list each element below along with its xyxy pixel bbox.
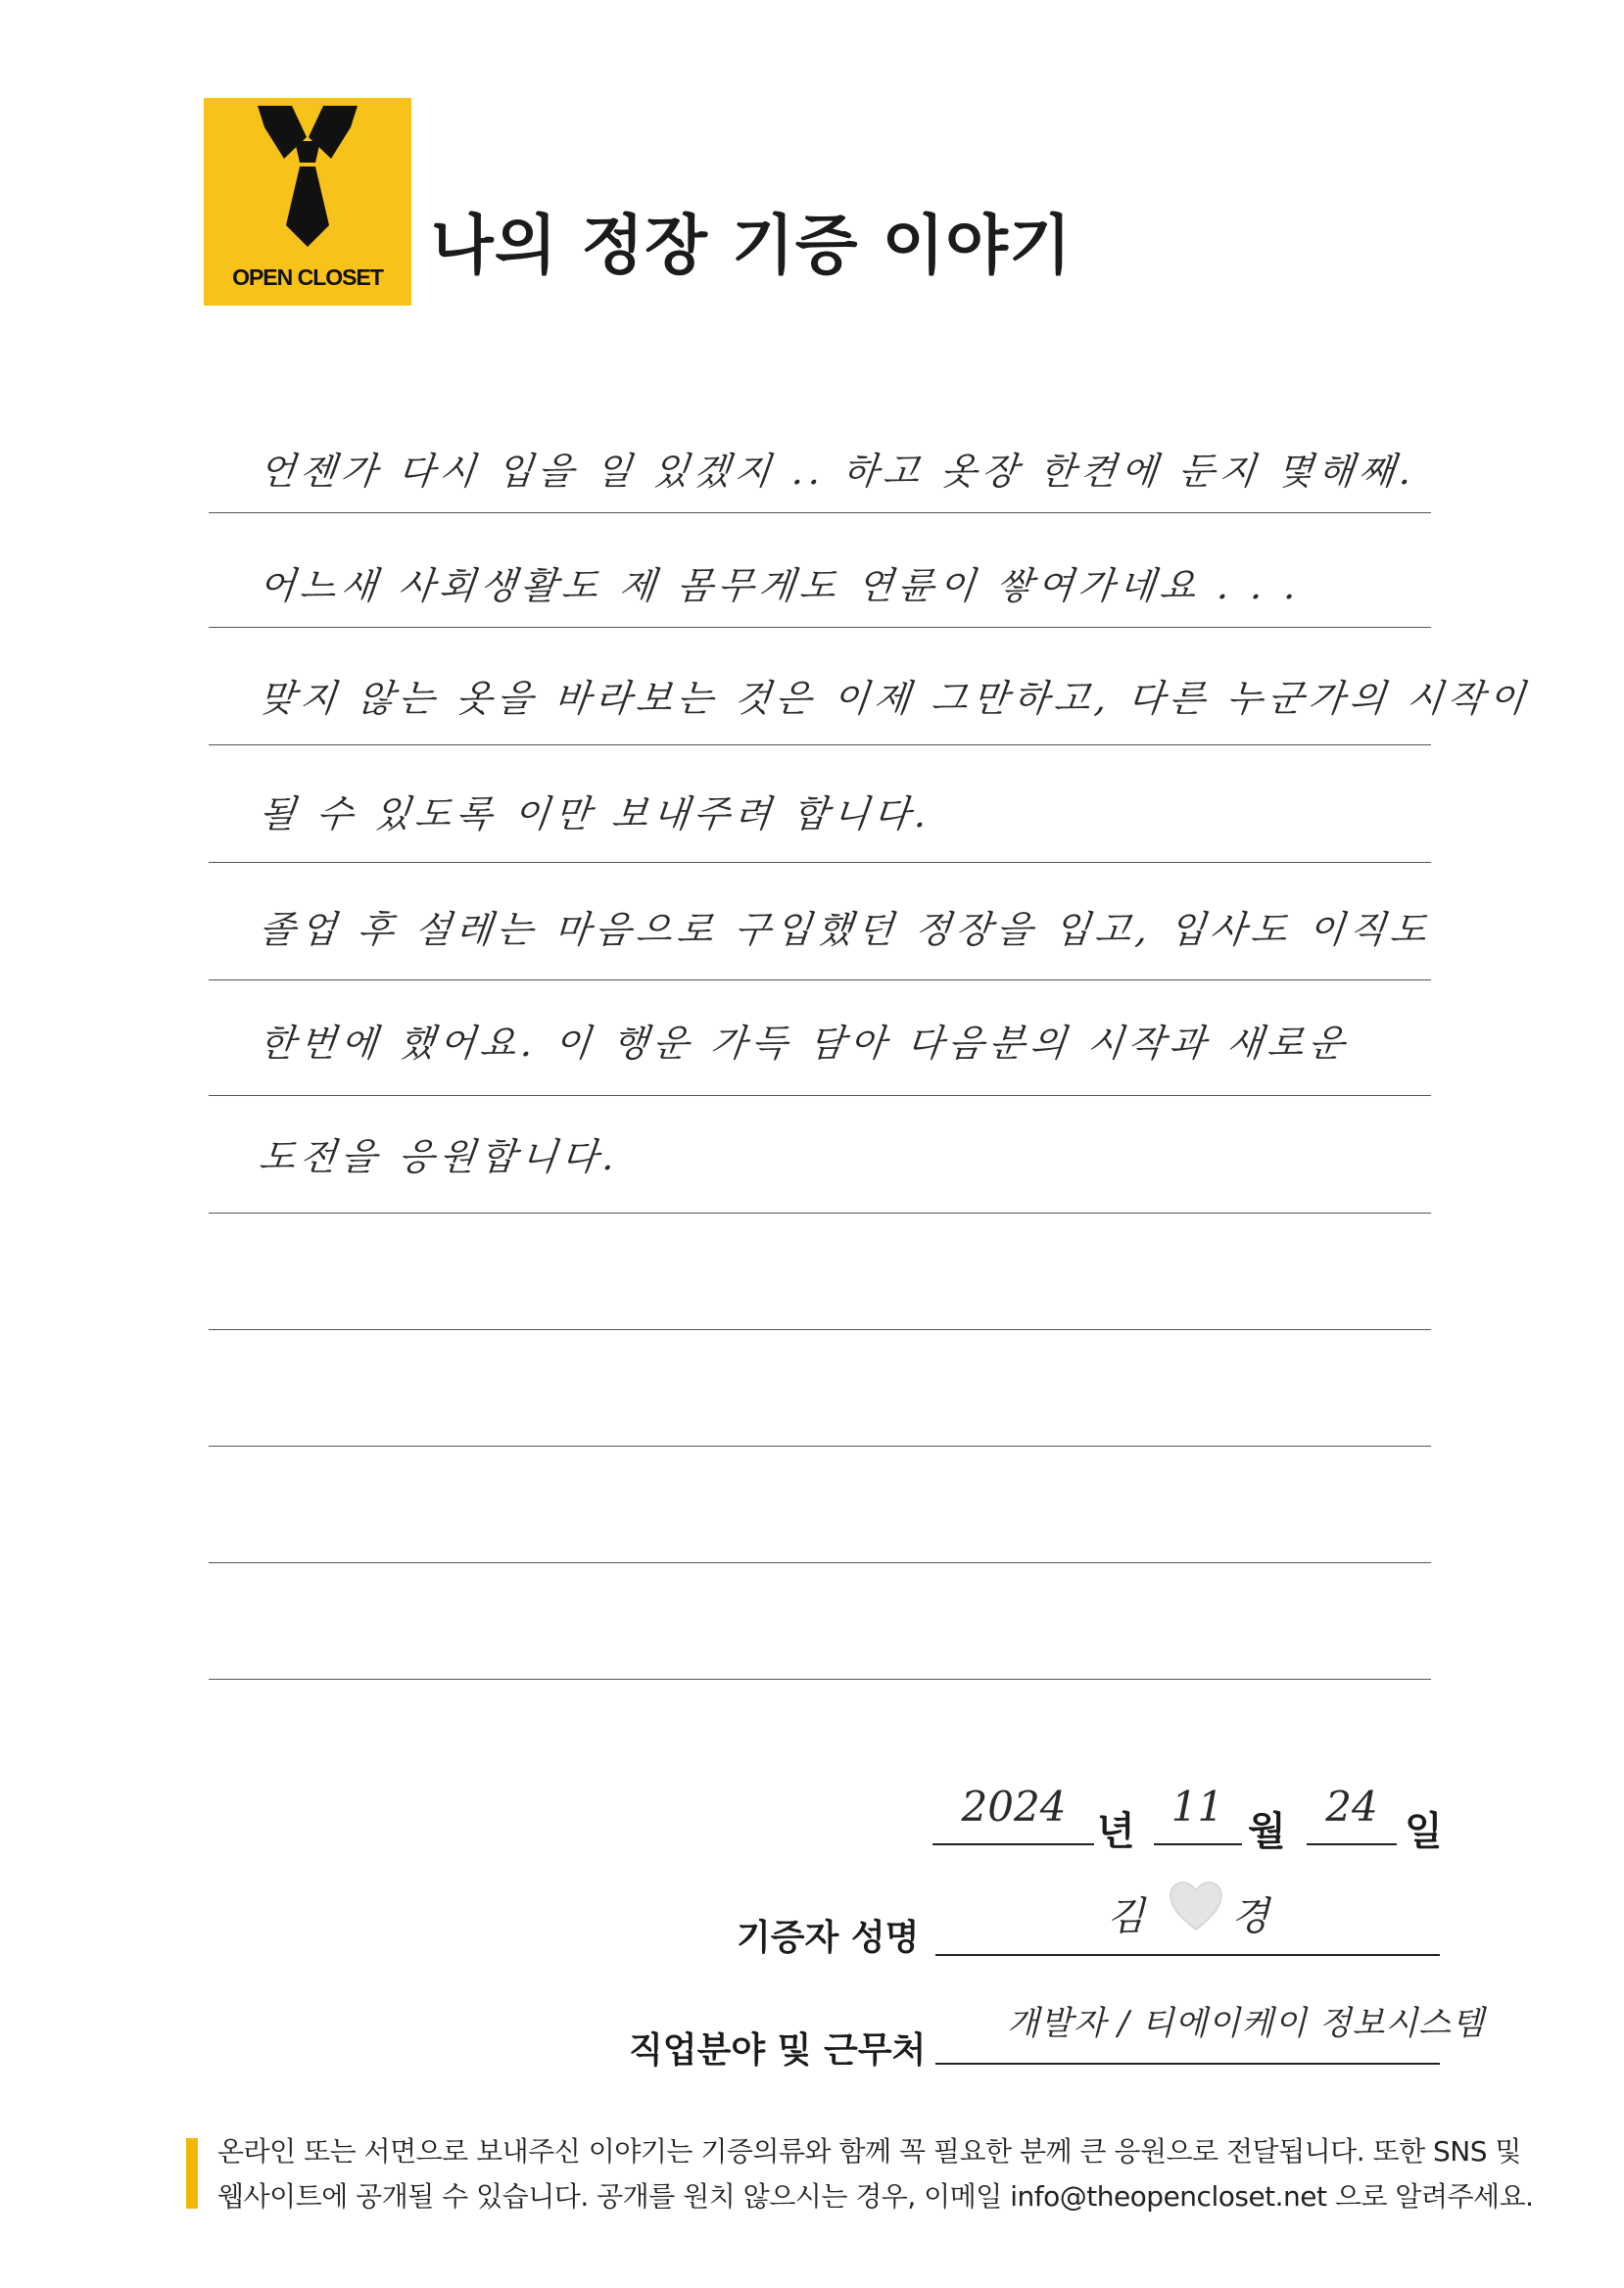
ruled-line — [209, 1562, 1431, 1563]
story-line-4: 될 수 있도록 이만 보내주려 합니다. — [257, 792, 934, 835]
story-line-2: 어느새 사회생활도 제 몸무게도 연륜이 쌓여가네요 . . . — [257, 564, 1304, 607]
ruled-line — [209, 862, 1431, 863]
date-month-line — [1154, 1843, 1242, 1845]
ruled-line — [209, 1329, 1431, 1330]
ruled-line — [209, 744, 1431, 745]
page-title: 나의 정장 기증 이야기 — [431, 208, 1073, 283]
job-field-value: 개발자 / 티에이케이 정보시스템 — [1007, 2004, 1485, 2043]
donor-name-last: 경 — [1231, 1894, 1269, 1939]
ruled-line — [209, 1213, 1431, 1214]
story-line-3: 맞지 않는 옷을 바라보는 것은 이제 그만하고, 다른 누군가의 시작이 — [257, 677, 1532, 720]
donor-name-label: 기증자 성명 — [737, 1918, 920, 1958]
donor-name-first: 김 — [1107, 1894, 1145, 1939]
open-closet-logo — [204, 98, 411, 306]
date-day-line — [1307, 1843, 1397, 1845]
heart-icon — [1169, 1881, 1223, 1931]
date-year-label: 년 — [1097, 1809, 1135, 1854]
ruled-line — [209, 512, 1431, 513]
footer-notice — [217, 2129, 1534, 2219]
donor-name-line — [935, 1954, 1440, 1956]
story-line-1: 언젠가 다시 입을 일 있겠지 .. 하고 옷장 한켠에 둔지 몇해째. — [257, 450, 1419, 493]
ruled-line — [209, 1679, 1431, 1680]
ruled-line — [209, 979, 1431, 980]
job-field-label: 직업분야 및 근무처 — [629, 2030, 927, 2071]
ruled-line — [209, 1446, 1431, 1447]
story-line-7: 도전을 응원합니다. — [257, 1135, 622, 1178]
date-day: 24 — [1325, 1783, 1378, 1831]
date-month-label: 월 — [1248, 1809, 1286, 1854]
footer-notice-line-2: 웹사이트에 공개될 수 있습니다. 공개를 원치 않으시는 경우, 이메일 info@theopencloset.net 으로 알려주세요. — [217, 2180, 1534, 2213]
ruled-line — [209, 1095, 1431, 1096]
footer-notice-line-1: 온라인 또는 서면으로 보내주신 이야기는 기증의류와 함께 꼭 필요한 분께 큰 응원으로 전달됩니다. 또한 SNS 및 — [217, 2135, 1521, 2168]
date-day-label: 일 — [1405, 1809, 1443, 1854]
date-month: 11 — [1170, 1783, 1224, 1831]
story-line-6: 한번에 했어요. 이 행운 가득 담아 다음분의 시작과 새로운 — [257, 1022, 1352, 1065]
footer-accent-bar — [186, 2138, 198, 2209]
date-year: 2024 — [961, 1783, 1067, 1831]
story-line-5: 졸업 후 설레는 마음으로 구입했던 정장을 입고, 입사도 이직도 — [257, 908, 1434, 951]
date-year-line — [932, 1843, 1094, 1845]
ruled-line — [209, 627, 1431, 628]
logo-brand-text: OPEN CLOSET — [232, 264, 383, 290]
job-field-line — [935, 2063, 1440, 2065]
